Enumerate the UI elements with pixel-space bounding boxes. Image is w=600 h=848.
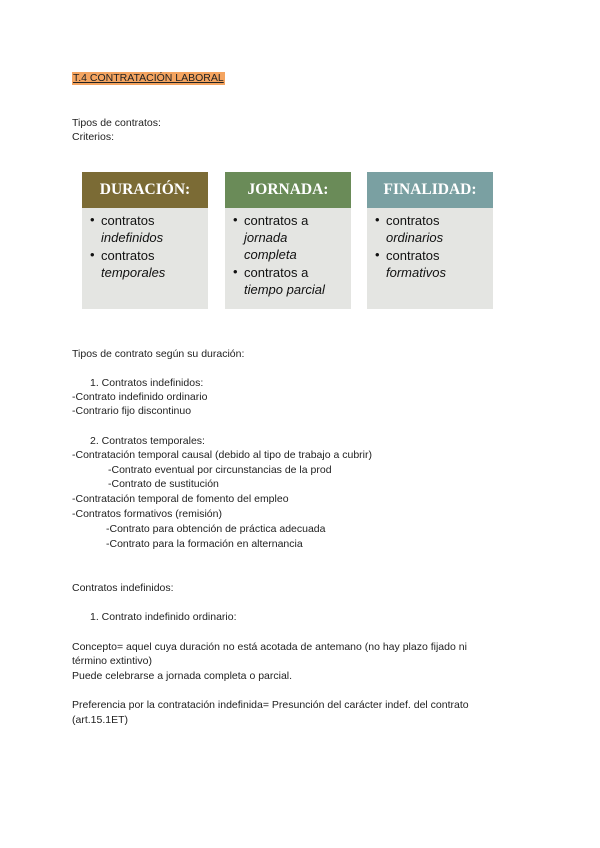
document-title: T.4 CONTRATACIÓN LABORAL xyxy=(73,72,224,84)
numbered-item: 1. Contratos indefinidos: xyxy=(90,377,204,389)
list-item: -Contrario fijo discontinuo xyxy=(72,405,192,417)
criteria-heading-finalidad: FINALIDAD: xyxy=(367,172,493,208)
criteria-box-finalidad: • contratos ordinarios • contratos formativos xyxy=(367,208,493,309)
paragraph-line: término extintivo) xyxy=(72,655,152,667)
paragraph-line: Concepto= aquel cuya duración no está acotada de antemano (no hay plazo fijado ni xyxy=(72,641,467,653)
criteria-box-duracion: • contratos indefinidos • contratos temporales xyxy=(82,208,208,309)
section-heading: Contratos indefinidos: xyxy=(72,582,174,594)
paragraph-line: Puede celebrarse a jornada completa o parcial. xyxy=(72,670,293,682)
criteria-box-jornada: • contratos a jornada completa • contratos a tiempo parcial xyxy=(225,208,351,309)
list-item: -Contrato para obtención de práctica adecuada xyxy=(106,523,326,535)
paragraph-line: Preferencia por la contratación indefinida= Presunción del carácter indef. del contrato xyxy=(72,699,469,711)
section-heading: Tipos de contrato según su duración: xyxy=(72,348,245,360)
list-item: -Contrato indefinido ordinario xyxy=(72,391,208,403)
criteria-heading-jornada: JORNADA: xyxy=(225,172,351,208)
list-item: -Contratación temporal de fomento del empleo xyxy=(72,493,289,505)
criteria-heading-duracion: DURACIÓN: xyxy=(82,172,208,208)
numbered-item: 2. Contratos temporales: xyxy=(90,435,205,447)
list-item: -Contratos formativos (remisión) xyxy=(72,508,222,520)
list-item: -Contratación temporal causal (debido al tipo de trabajo a cubrir) xyxy=(72,449,372,461)
paragraph-line: (art.15.1ET) xyxy=(72,714,129,726)
intro-line: Criterios: xyxy=(72,131,115,143)
intro-line: Tipos de contratos: xyxy=(72,117,161,129)
list-item: -Contrato de sustitución xyxy=(108,478,219,490)
numbered-item: 1. Contrato indefinido ordinario: xyxy=(90,611,237,623)
list-item: -Contrato para la formación en alternancia xyxy=(106,538,303,550)
list-item: -Contrato eventual por circunstancias de la prod xyxy=(108,464,332,476)
